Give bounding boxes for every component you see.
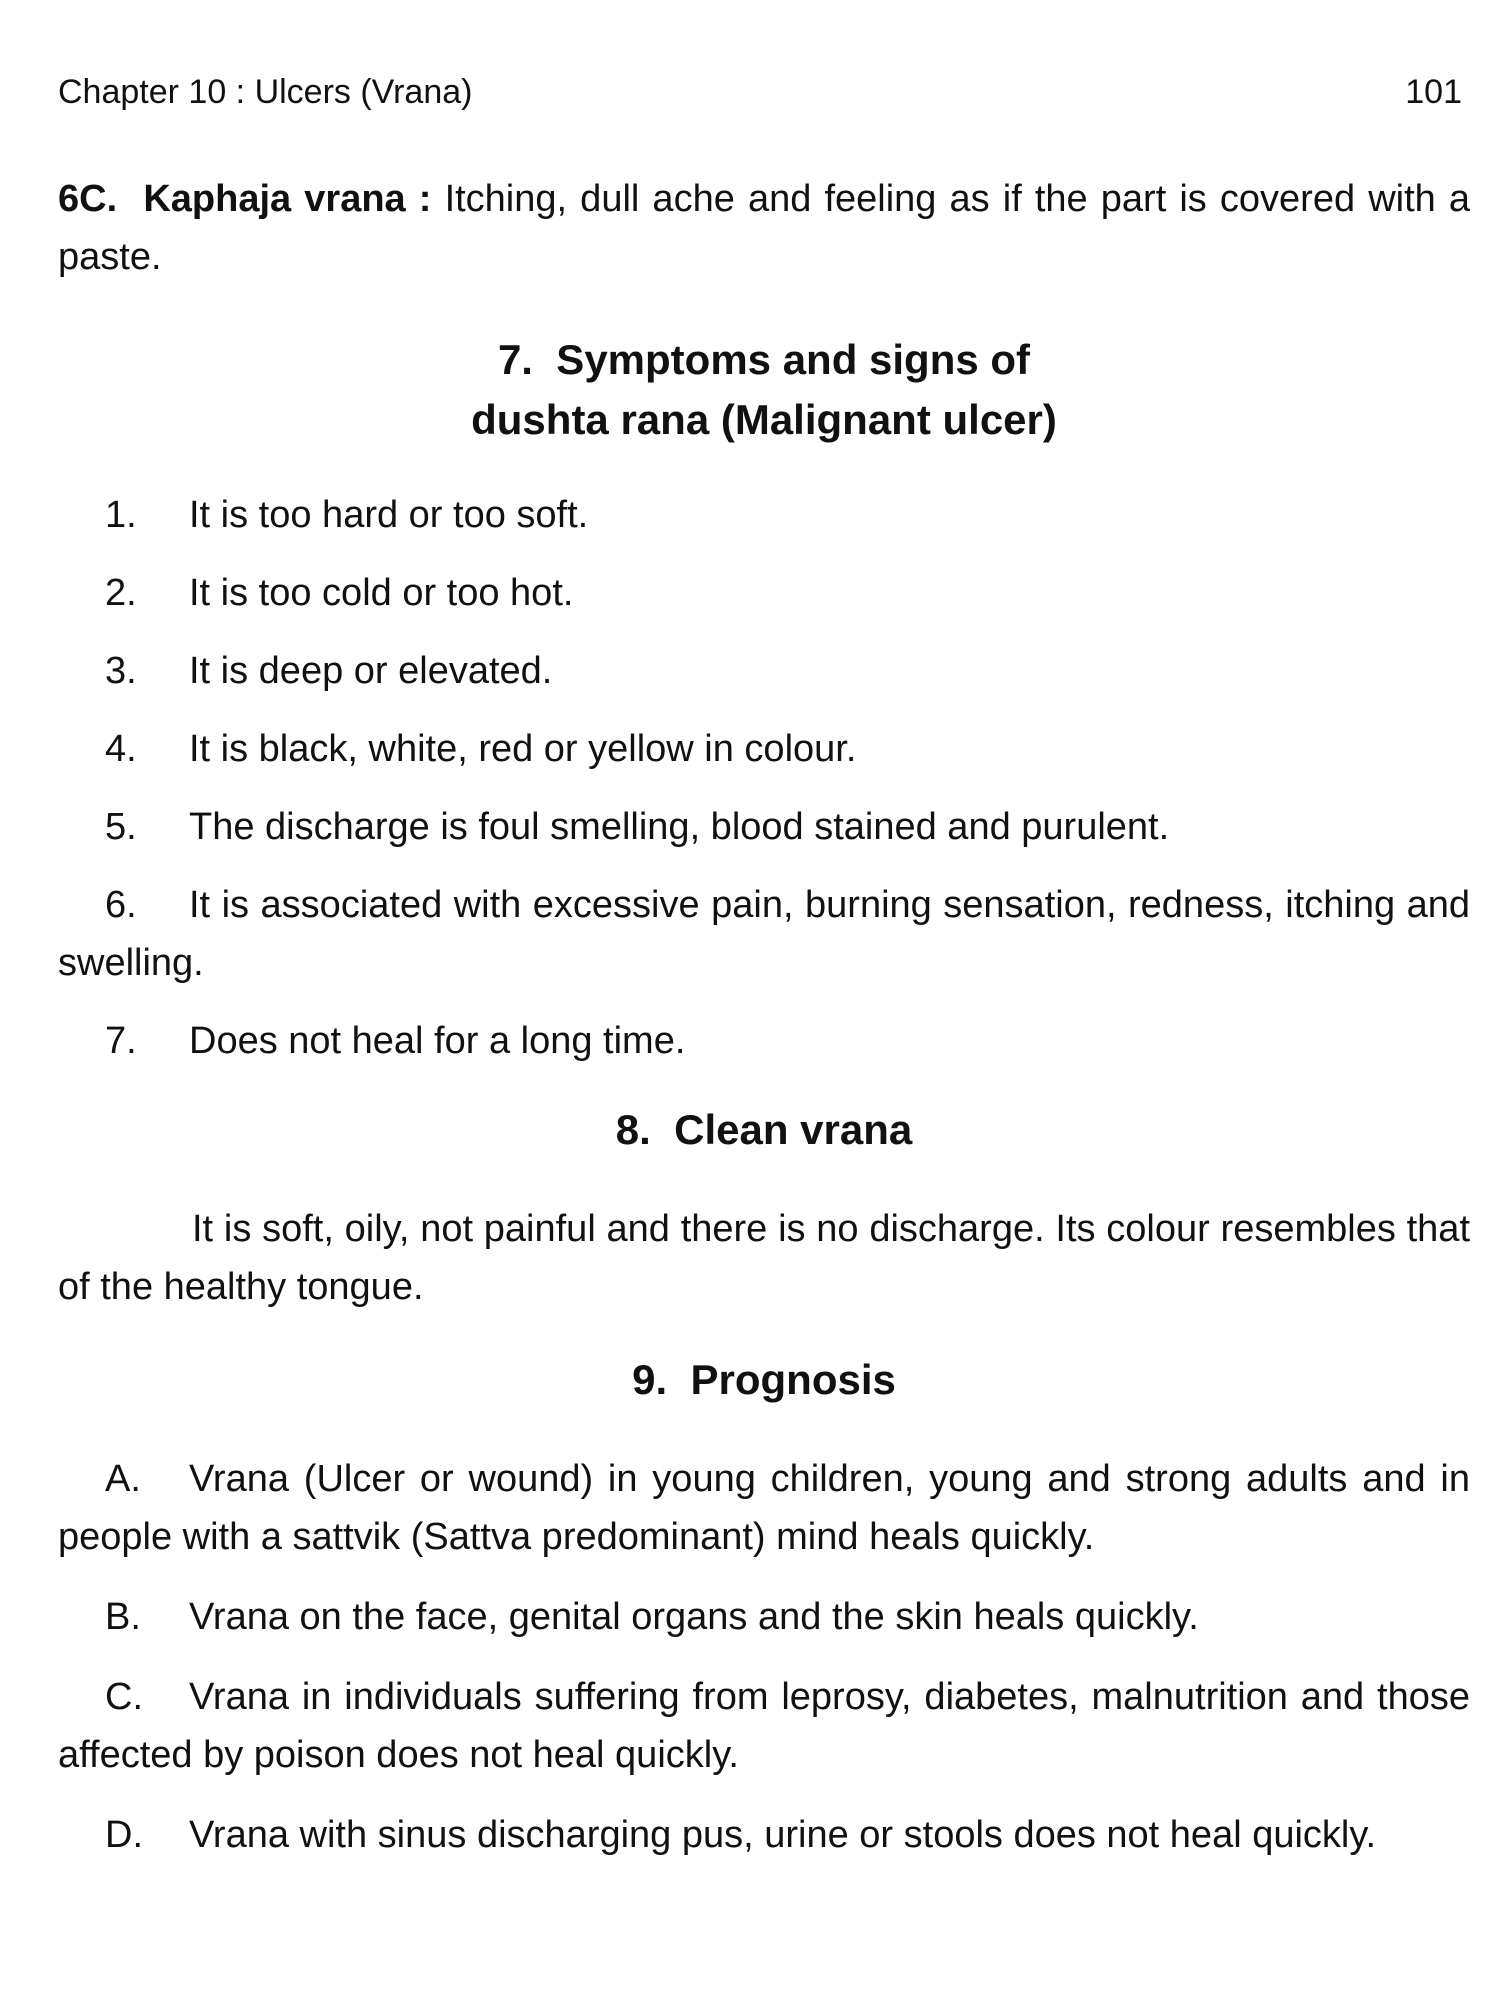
page-body: [58, 170, 1470, 1886]
list-item-number: 6.: [105, 884, 137, 926]
list-item-number: 4.: [105, 728, 137, 770]
prognosis-item-text: Vrana with sinus discharging pus, urine or stools does not heal quickly.: [189, 1814, 1377, 1856]
list-item: [58, 1012, 1470, 1070]
section-6c-term: Kaphaja vrana :: [143, 178, 432, 220]
list-item: [58, 642, 1470, 700]
prognosis-item-label: A.: [105, 1458, 141, 1500]
section-7-heading-line2: dushta rana (Malignant ulcer): [471, 396, 1057, 443]
section-9-heading: 9. Prognosis: [632, 1356, 896, 1403]
list-item-number: 1.: [105, 494, 137, 536]
list-item-text: It is deep or elevated.: [189, 650, 553, 692]
prognosis-item-label: D.: [105, 1814, 143, 1856]
section-7-heading: [58, 330, 1470, 450]
list-item: [58, 720, 1470, 778]
prognosis-item: [58, 1806, 1470, 1864]
list-item-text: It is associated with excessive pain, burning sensation, redness, itching and swelling.: [58, 884, 1470, 984]
prognosis-item-label: B.: [105, 1596, 141, 1638]
prognosis-item-text: Vrana on the face, genital organs and the skin heals quickly.: [189, 1596, 1199, 1638]
chapter-title: Chapter 10 : Ulcers (Vrana): [58, 73, 473, 111]
prognosis-item: [58, 1588, 1470, 1646]
section-6c-label: 6C.: [58, 178, 118, 220]
prognosis-item: [58, 1450, 1470, 1566]
list-item: [58, 564, 1470, 622]
section-8-heading: 8. Clean vrana: [615, 1106, 913, 1153]
prognosis-item-label: C.: [105, 1676, 143, 1718]
section-7-heading-line1: 7. Symptoms and signs of: [497, 336, 1031, 383]
list-item-number: 3.: [105, 650, 137, 692]
list-item-text: It is too hard or too soft.: [189, 494, 589, 536]
section-6c-text: Itching, dull ache and feeling as if the part is covered with a paste.: [58, 178, 1471, 278]
list-item-number: 2.: [105, 572, 137, 614]
list-item-text: It is too cold or too hot.: [189, 572, 574, 614]
page-number: 101: [1405, 73, 1462, 111]
section-8-paragraph: It is soft, oily, not painful and there is no discharge. Its colour resembles that of the healthy tongue.: [58, 1208, 1470, 1308]
paragraph-6c: [58, 170, 1470, 286]
prognosis-item-text: Vrana in individuals suffering from leprosy, diabetes, malnutrition and those affected by poison does not heal quickly.: [58, 1676, 1470, 1776]
prognosis-list: [58, 1450, 1470, 1864]
list-item-text: It is black, white, red or yellow in colour.: [189, 728, 857, 770]
symptom-list: [58, 486, 1470, 1070]
list-item-text: The discharge is foul smelling, blood stained and purulent.: [189, 806, 1170, 848]
list-item: [58, 876, 1470, 992]
list-item: [58, 486, 1470, 544]
prognosis-item: [58, 1668, 1470, 1784]
list-item: [58, 798, 1470, 856]
list-item-number: 5.: [105, 806, 137, 848]
list-item-number: 7.: [105, 1020, 137, 1062]
prognosis-item-text: Vrana (Ulcer or wound) in young children, young and strong adults and in people with a sattvik (Sattva predominant) mind heals quickly.: [58, 1458, 1470, 1558]
list-item-text: Does not heal for a long time.: [189, 1020, 686, 1062]
